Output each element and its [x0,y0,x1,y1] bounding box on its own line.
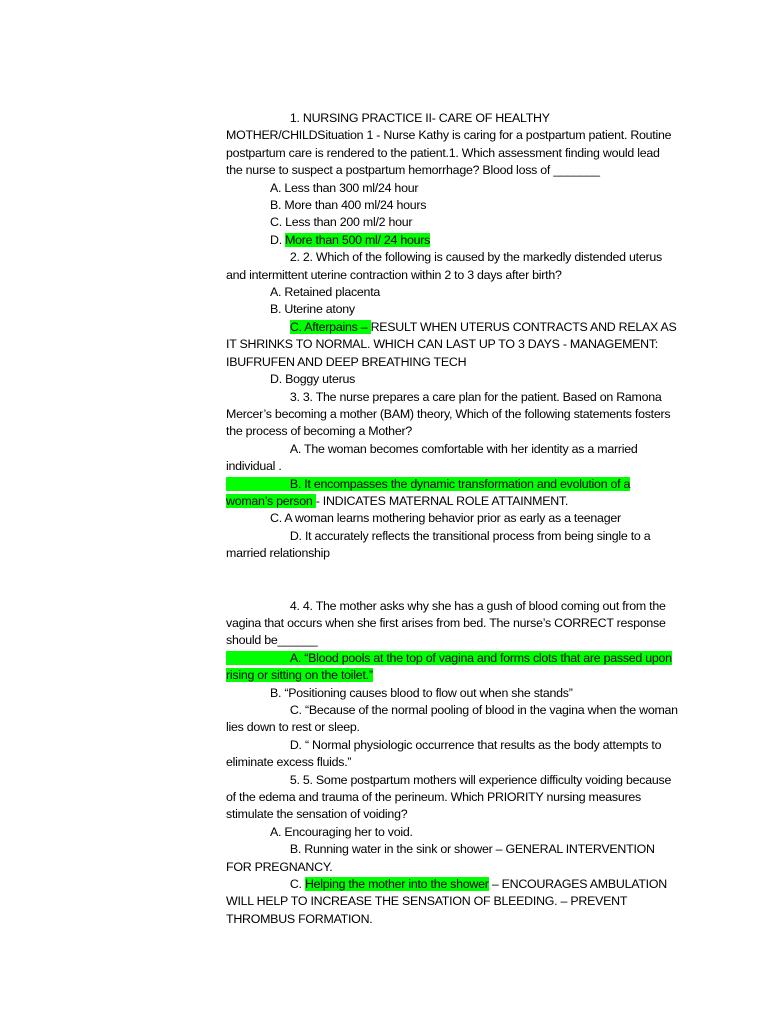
question-5-number-spacer [226,773,290,787]
question-5-option-c-spacer [226,877,290,891]
question-3-option-a-spacer [226,442,290,456]
question-2-stem: 2. 2. Which of the following is caused by the markedly distended uterus and intermittent uterine contraction within 2 to 3 days after birth? [226,250,662,282]
question-4-answer-text: A. “Blood pools at the top of vagina and forms clots that are passed upon rising or sitting on the toilet.” [226,650,672,683]
question-2-answer-note: RESULT WHEN UTERUS CONTRACTS AND RELAX AS IT SHRINKS TO NORMAL. WHICH CAN LAST UP TO 3 DAYS - MANAGEMENT: IBUFRUFEN AND DEEP BREATHING TECH [226,319,677,369]
question-1-option-d [226,232,678,249]
question-5-option-a: A. Encouraging her to void. [270,824,413,839]
question-1-stem: 1. NURSING PRACTICE II- CARE OF HEALTHY MOTHER/CHILDSituation 1 - Nurse Kathy is caring for a postpartum patient. Routine postpartum care is rendered to the patient.1. Which assessment finding would lead the nurse to suspect a postpartum hemorrhage? Blood loss of _______ [226,111,672,178]
question-3-option-a [226,441,678,476]
question-3-answer-note: - INDICATES MATERNAL ROLE ATTAINMENT. [315,493,569,508]
question-2-option-c-spacer [226,320,290,334]
question-4 [226,598,678,650]
question-5-option-b [226,841,678,876]
question-1-option-a: A. Less than 300 ml/24 hour [270,180,419,195]
question-3-option-c: C. A woman learns mothering behavior prior as early as a teenager [270,511,621,526]
question-4-option-a-spacer [226,651,290,665]
question-3-option-d [226,528,678,563]
question-3 [226,389,678,441]
question-3-answer-text: B. It encompasses the dynamic transformation and evolution of a woman’s person [226,476,631,508]
question-5-option-b-text: B. Running water in the sink or shower – GENERAL INTERVENTION FOR PREGNANCY. [226,842,655,874]
question-4-answer-highlight [226,651,672,682]
question-5-answer-note: – ENCOURAGES AMBULATION WILL HELP TO INCREASE THE SENSATION OF BLEEDING. – PREVENT THROMBUS FORMATION. [226,877,667,926]
paragraph-gap [226,563,678,598]
question-2-option-b: B. Uterine atony [270,302,355,317]
question-3-stem: 3. 3. The nurse prepares a care plan for the patient. Based on Ramona Mercer’s becoming a mother (BAM) theory, Which of the following statements fosters the process of becoming a Mother? [226,389,671,439]
question-1-option-c: C. Less than 200 ml/2 hour [270,215,413,230]
question-5-answer-highlight: Helping the mother into the shower [304,877,489,892]
question-1-number-spacer [226,111,290,125]
question-4-option-a [226,650,678,685]
question-3-option-b [226,476,678,511]
question-5-stem: 5. 5. Some postpartum mothers will experience difficulty voiding because of the edema and trauma of the perineum. Which PRIORITY nursing measures stimulate the sensation of voiding? [226,772,672,822]
question-2-answer-highlight: C. Afterpains – [289,319,371,334]
question-3-option-d-text: D. It accurately reflects the transitional process from being single to a married relationship [226,528,651,561]
question-5-option-c [226,876,678,928]
question-4-number-spacer [226,599,290,613]
document-page [226,110,678,928]
question-5-option-c-prefix: C. [289,877,305,892]
question-3-option-b-spacer [226,477,290,491]
question-4-option-d-text: D. “ Normal physiologic occurrence that results as the body attempts to eliminate excess fluids.” [226,737,662,770]
question-4-stem: 4. 4. The mother asks why she has a gush of blood coming out from the vagina that occurs when she first arises from bed. The nurse’s CORRECT response should be______ [226,598,666,648]
question-3-option-a-text: A. The woman becomes comfortable with her identity as a married individual . [226,441,638,474]
question-2-option-d: D. Boggy uterus [270,372,356,387]
question-4-option-c-spacer [226,703,290,717]
question-3-number-spacer [226,390,290,404]
question-4-option-d [226,737,678,772]
question-4-option-d-spacer [226,738,290,752]
question-5-option-b-spacer [226,842,290,856]
question-1 [226,110,678,180]
question-2-option-c [226,319,678,371]
question-2-number-spacer [226,250,290,264]
question-3-option-d-spacer [226,529,290,543]
question-4-option-b: B. “Positioning causes blood to flow out when she stands” [270,685,573,700]
question-1-answer-highlight: More than 500 ml/ 24 hours [285,232,431,247]
question-2 [226,249,678,284]
question-4-option-c [226,702,678,737]
question-4-option-c-text: C. “Because of the normal pooling of blood in the vagina when the woman lies down to rest or sleep. [226,703,678,735]
question-1-option-b: B. More than 400 ml/24 hours [270,198,427,213]
question-5 [226,772,678,824]
question-1-option-d-prefix: D. [270,232,286,247]
question-2-option-a: A. Retained placenta [270,285,381,300]
